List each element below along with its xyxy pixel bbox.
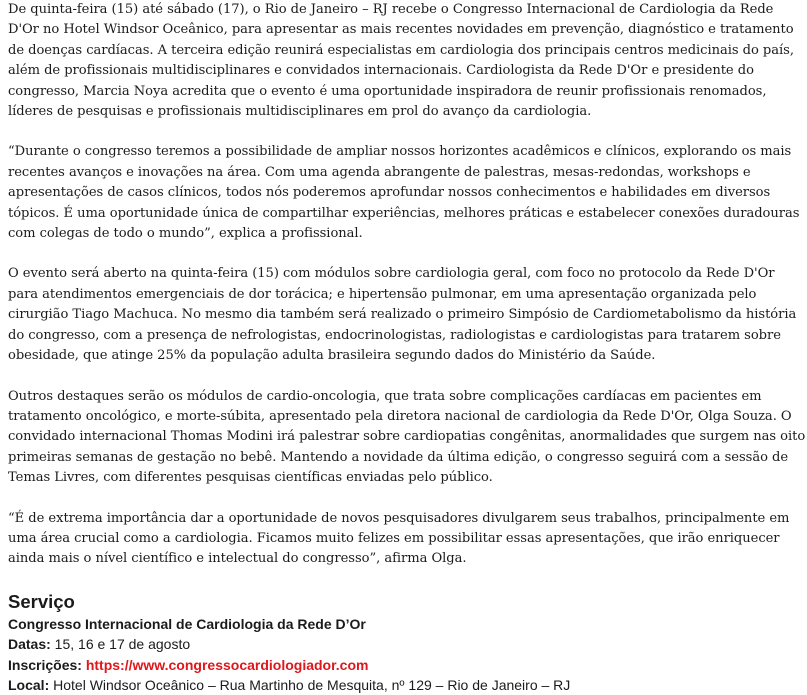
service-info: [8, 614, 807, 695]
dates-line: [8, 634, 807, 654]
dates-label: Datas:: [8, 636, 51, 653]
dates-value: 15, 16 e 17 de agosto: [50, 636, 191, 653]
paragraph-opening-day: O evento será aberto na quinta-feira (15) com módulos sobre cardiologia geral, com foco no protocolo da Rede D'Or para atendimentos emergenciais de dor torácica; e hipertensão pulmonar, em uma apresentação organizada pelo cirurgião Tiago Machuca. No mesmo dia também será realizado o primeiro Simpósio de Cardiometabolismo da história do congresso, com a presença de nefrologistas, endocrinologistas, radiologistas e cardiologistas para tratarem sobre obesidade, que atinge 25% da população adulta brasileira segundo dados do Ministério da Saúde.: [8, 266, 797, 364]
paragraph-quote-olga: “É de extrema importância dar a oportunidade de novos pesquisadores divulgarem seus trabalhos, principalmente em uma área crucial como a cardiologia. Ficamos muito felizes em possibilitar essas apresentações, que irão enriquecer ainda mais o nível científico e intelectual do congresso”, afirma Olga.: [8, 510, 790, 567]
location-value: Hotel Windsor Oceânico – Rua Martinho de Mesquita, nº 129 – Rio de Janeiro – RJ: [49, 676, 571, 693]
service-heading: Serviço: [8, 590, 75, 612]
location-label: Local:: [8, 676, 50, 693]
paragraph-intro: De quinta-feira (15) até sábado (17), o Rio de Janeiro – RJ recebe o Congresso Internacional de Cardiologia da Rede D'Or no Hotel Windsor Oceânico, para apresentar as mais recentes novidades em prevenção, diagnóstico e tratamento de doenças cardíacas. A terceira edição reunirá especialistas em cardiologia dos principais centros medicinais do país, além de profissionais multidisciplinares e convidados internacionais. Cardiologista da Rede D'Or e presidente do congresso, Marcia Noya acredita que o evento é uma oportunidade inspiradora de reunir profissionais renomados, líderes de pesquisas e profissionais multidisciplinares em prol do avanço da cardiologia.: [8, 2, 794, 120]
event-name: Congresso Internacional de Cardiologia da Rede D’Or: [8, 615, 366, 632]
registration-line: [8, 655, 807, 675]
registration-label: Inscrições:: [8, 656, 82, 673]
registration-link[interactable]: https://www.congressocardiologiador.com: [85, 656, 369, 673]
paragraph-highlights: Outros destaques serão os módulos de cardio-oncologia, que trata sobre complicações cardíacas em pacientes em tratamento oncológico, e morte-súbita, apresentado pela diretora nacional de cardiologia da Rede D'Or, Olga Souza. O convidado internacional Thomas Modini irá palestrar sobre cardiopatias congênitas, anormalidades que surgem nas oito primeiras semanas de gestação no bebê. Mantendo a novidade da última edição, o congresso seguirá com a sessão de Temas Livres, com diferentes pesquisas científicas enviadas pelo público.: [8, 388, 806, 486]
location-line: [8, 675, 807, 695]
paragraph-quote-noya: “Durante o congresso teremos a possibilidade de ampliar nossos horizontes acadêmicos e clínicos, explorando os mais recentes avanços e inovações na área. Com uma agenda abrangente de palestras, mesas-redondas, workshops e apresentações de casos clínicos, todos nós poderemos aprofundar nossos conhecimentos e habilidades em diversos tópicos. É uma oportunidade única de compartilhar experiências, melhores práticas e estabelecer conexões duradouras com colegas de todo o mundo”, explica a profissional.: [8, 144, 800, 242]
